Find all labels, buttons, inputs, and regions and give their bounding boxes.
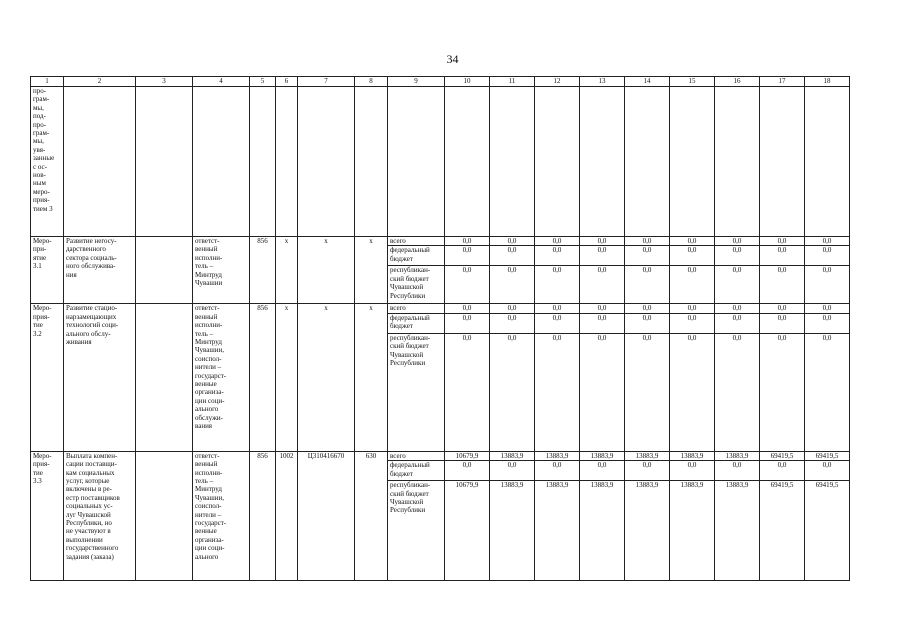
empty-cell <box>445 87 490 237</box>
amount-cell: 0,0 <box>445 461 490 481</box>
code-grbs: 856 <box>250 451 276 580</box>
funding-source: федеральный бюджет <box>388 313 445 333</box>
header-cell: 16 <box>715 77 760 87</box>
funding-source: федеральный бюджет <box>388 461 445 481</box>
code-grbs: 856 <box>250 237 276 304</box>
header-row <box>31 77 850 87</box>
amount-cell: 0,0 <box>760 461 805 481</box>
amount-cell: 0,0 <box>580 313 625 333</box>
amount-cell: 0,0 <box>715 237 760 246</box>
header-cell: 1 <box>31 77 64 87</box>
page-number: 34 <box>446 52 459 66</box>
empty-cell <box>580 87 625 237</box>
empty-cell <box>136 304 193 451</box>
amount-cell: 0,0 <box>805 333 850 451</box>
amount-cell: 0,0 <box>445 333 490 451</box>
amount-cell: 0,0 <box>670 304 715 313</box>
amount-cell: 0,0 <box>580 304 625 313</box>
amount-cell: 0,0 <box>805 237 850 246</box>
amount-cell: 0,0 <box>670 237 715 246</box>
event-name: Выплата компен- сации поставщи- кам социальных услуг, которые включены в ре- естр поставщиков социальных ус- луг Чувашской Республики, но не участвуют в выполнении государственного задания (заказа) <box>64 451 136 580</box>
header-cell: 7 <box>298 77 355 87</box>
header-cell: 2 <box>64 77 136 87</box>
amount-cell: 0,0 <box>760 237 805 246</box>
code-expense-type: x <box>355 237 388 304</box>
amount-cell: 13883,9 <box>580 481 625 581</box>
event-name: Развитие стацио- нарзамещающих технологий соци- ального обслу- живания <box>64 304 136 451</box>
amount-cell: 69419,5 <box>805 451 850 460</box>
amount-cell: 0,0 <box>625 333 670 451</box>
amount-cell: 0,0 <box>670 461 715 481</box>
amount-cell: 0,0 <box>715 246 760 266</box>
empty-cell <box>625 87 670 237</box>
amount-cell: 0,0 <box>535 333 580 451</box>
amount-cell: 69419,5 <box>805 481 850 581</box>
amount-cell: 13883,9 <box>670 481 715 581</box>
amount-cell: 0,0 <box>580 237 625 246</box>
empty-cell <box>193 87 250 237</box>
code-grbs: 856 <box>250 304 276 451</box>
event-code: Меро- при- ятие 3.1 <box>31 237 64 304</box>
amount-cell: 0,0 <box>760 266 805 304</box>
header-cell: 17 <box>760 77 805 87</box>
funding-source: республикан- ский бюджет Чувашской Республики <box>388 266 445 304</box>
table-row <box>31 451 850 460</box>
amount-cell: 0,0 <box>715 313 760 333</box>
amount-cell: 0,0 <box>625 266 670 304</box>
header-cell: 6 <box>276 77 298 87</box>
empty-cell <box>250 87 276 237</box>
amount-cell: 0,0 <box>535 246 580 266</box>
event-code: Меро- прия- тие 3.3 <box>31 451 64 580</box>
amount-cell: 13883,9 <box>670 451 715 460</box>
amount-cell: 0,0 <box>625 246 670 266</box>
header-cell: 4 <box>193 77 250 87</box>
empty-cell <box>64 87 136 237</box>
amount-cell: 0,0 <box>490 313 535 333</box>
header-cell: 11 <box>490 77 535 87</box>
header-cell: 9 <box>388 77 445 87</box>
code-target-item: x <box>298 237 355 304</box>
code-section: x <box>276 237 298 304</box>
empty-cell <box>760 87 805 237</box>
code-expense-type: x <box>355 304 388 451</box>
amount-cell: 10679,9 <box>445 481 490 581</box>
amount-cell: 0,0 <box>715 461 760 481</box>
amount-cell: 0,0 <box>535 461 580 481</box>
funding-source: всего <box>388 451 445 460</box>
amount-cell: 0,0 <box>670 333 715 451</box>
budget-table <box>30 76 850 581</box>
amount-cell: 0,0 <box>670 266 715 304</box>
amount-cell: 0,0 <box>625 313 670 333</box>
event-code: Меро- прия- тие 3.2 <box>31 304 64 451</box>
amount-cell: 0,0 <box>805 304 850 313</box>
amount-cell: 0,0 <box>490 246 535 266</box>
amount-cell: 0,0 <box>580 333 625 451</box>
responsible-executor: ответст- венный исполни- тель – Минтруд Чувашии, соиспол- нители – государст- венные организа- ции соци- ального обслужи- вания <box>193 304 250 451</box>
continuation-row <box>31 87 850 237</box>
empty-cell <box>355 87 388 237</box>
empty-cell <box>670 87 715 237</box>
empty-cell <box>298 87 355 237</box>
amount-cell: 0,0 <box>490 304 535 313</box>
empty-cell <box>276 87 298 237</box>
header-cell: 8 <box>355 77 388 87</box>
header-cell: 15 <box>670 77 715 87</box>
responsible-executor: ответст- венный исполни- тель – Минтруд Чувашии, соиспол- нители – государст- венные организа- ции соци- ального <box>193 451 250 580</box>
amount-cell: 0,0 <box>670 246 715 266</box>
amount-cell: 0,0 <box>580 266 625 304</box>
header-cell: 5 <box>250 77 276 87</box>
amount-cell: 69419,5 <box>760 481 805 581</box>
amount-cell: 0,0 <box>580 461 625 481</box>
amount-cell: 69419,5 <box>760 451 805 460</box>
funding-source: всего <box>388 237 445 246</box>
amount-cell: 0,0 <box>760 333 805 451</box>
header-cell: 18 <box>805 77 850 87</box>
empty-cell <box>136 451 193 580</box>
header-cell: 14 <box>625 77 670 87</box>
amount-cell: 13883,9 <box>625 451 670 460</box>
amount-cell: 0,0 <box>805 461 850 481</box>
empty-cell <box>136 237 193 304</box>
amount-cell: 0,0 <box>445 266 490 304</box>
funding-source: всего <box>388 304 445 313</box>
amount-cell: 0,0 <box>715 304 760 313</box>
amount-cell: 13883,9 <box>715 481 760 581</box>
amount-cell: 0,0 <box>490 333 535 451</box>
amount-cell: 13883,9 <box>580 451 625 460</box>
amount-cell: 13883,9 <box>490 481 535 581</box>
header-cell: 3 <box>136 77 193 87</box>
amount-cell: 0,0 <box>445 313 490 333</box>
amount-cell: 0,0 <box>535 304 580 313</box>
table-row <box>31 237 850 246</box>
continuation-label: про- грам- мы, под- про- грам- мы, увя- занные с ос- нов- ным меро- прия- тием 3 <box>31 87 64 237</box>
empty-cell <box>136 87 193 237</box>
event-name: Развитие негосу- дарственного сектора социаль- ного обслужива- ния <box>64 237 136 304</box>
amount-cell: 0,0 <box>535 237 580 246</box>
amount-cell: 0,0 <box>490 266 535 304</box>
code-target-item: x <box>298 304 355 451</box>
amount-cell: 0,0 <box>625 237 670 246</box>
code-section: 1002 <box>276 451 298 580</box>
funding-source: республикан- ский бюджет Чувашской Республики <box>388 333 445 451</box>
funding-source: республикан- ский бюджет Чувашской Республики <box>388 481 445 581</box>
amount-cell: 13883,9 <box>490 451 535 460</box>
amount-cell: 13883,9 <box>715 451 760 460</box>
funding-source: федеральный бюджет <box>388 246 445 266</box>
amount-cell: 10679,9 <box>445 451 490 460</box>
amount-cell: 0,0 <box>445 246 490 266</box>
empty-cell <box>490 87 535 237</box>
header-cell: 13 <box>580 77 625 87</box>
amount-cell: 0,0 <box>625 304 670 313</box>
empty-cell <box>535 87 580 237</box>
empty-cell <box>715 87 760 237</box>
amount-cell: 0,0 <box>805 266 850 304</box>
amount-cell: 0,0 <box>670 313 715 333</box>
amount-cell: 13883,9 <box>535 451 580 460</box>
amount-cell: 0,0 <box>535 313 580 333</box>
amount-cell: 13883,9 <box>535 481 580 581</box>
amount-cell: 0,0 <box>625 461 670 481</box>
amount-cell: 13883,9 <box>625 481 670 581</box>
amount-cell: 0,0 <box>490 461 535 481</box>
empty-cell <box>805 87 850 237</box>
amount-cell: 0,0 <box>445 237 490 246</box>
amount-cell: 0,0 <box>715 266 760 304</box>
amount-cell: 0,0 <box>535 266 580 304</box>
amount-cell: 0,0 <box>445 304 490 313</box>
amount-cell: 0,0 <box>805 313 850 333</box>
amount-cell: 0,0 <box>805 246 850 266</box>
amount-cell: 0,0 <box>490 237 535 246</box>
table-row <box>31 304 850 313</box>
header-cell: 10 <box>445 77 490 87</box>
amount-cell: 0,0 <box>760 246 805 266</box>
amount-cell: 0,0 <box>760 304 805 313</box>
header-cell: 12 <box>535 77 580 87</box>
amount-cell: 0,0 <box>760 313 805 333</box>
code-target-item: Ц310416670 <box>298 451 355 580</box>
code-expense-type: 630 <box>355 451 388 580</box>
empty-cell <box>388 87 445 237</box>
amount-cell: 0,0 <box>715 333 760 451</box>
responsible-executor: ответст- венный исполни- тель – Минтруд Чувашии <box>193 237 250 304</box>
code-section: x <box>276 304 298 451</box>
amount-cell: 0,0 <box>580 246 625 266</box>
